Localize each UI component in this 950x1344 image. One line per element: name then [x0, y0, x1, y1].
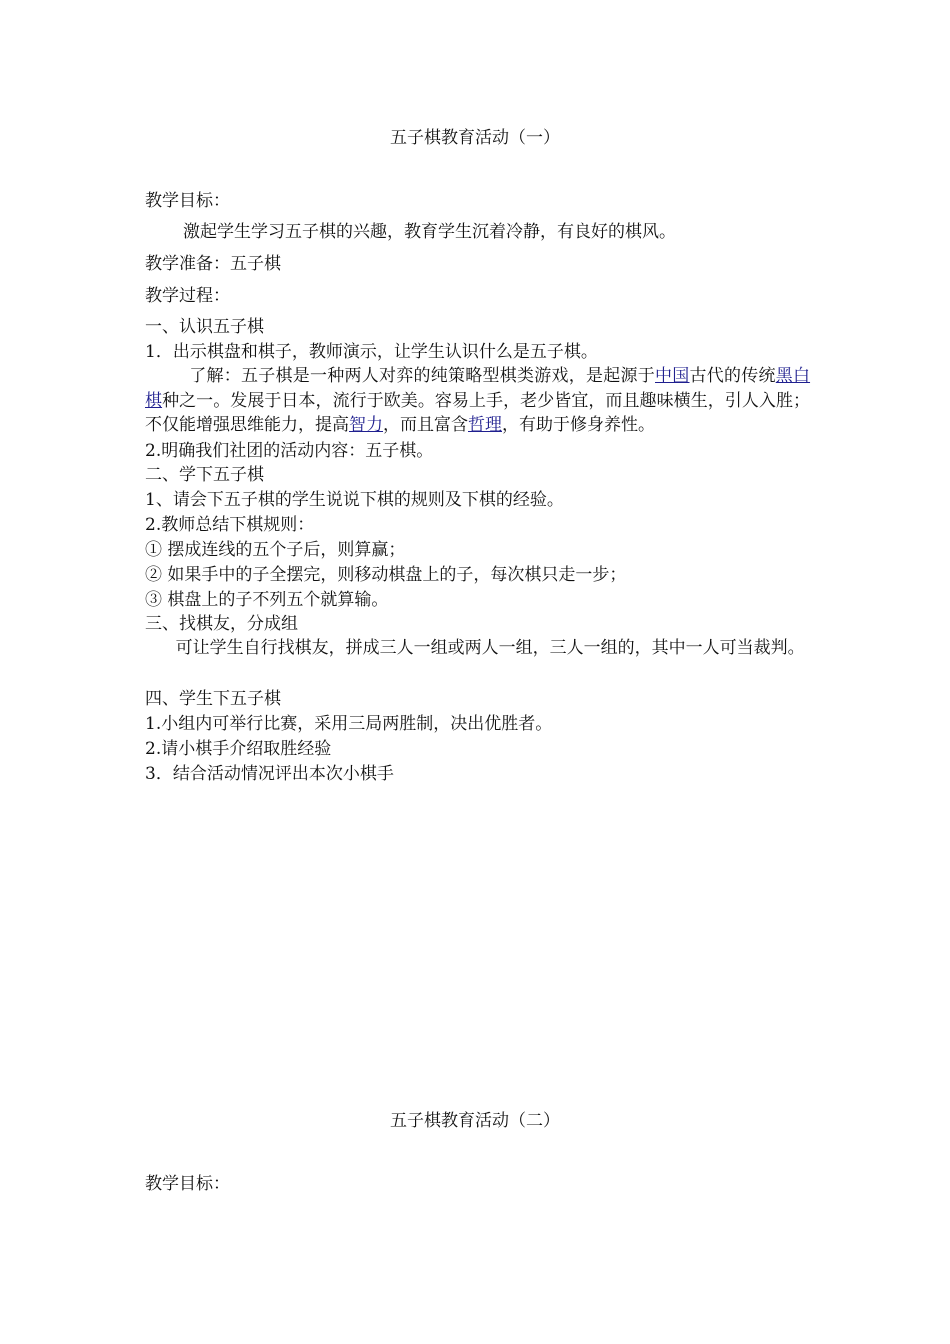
rule-2: ② 如果手中的子全摆完，则移动棋盘上的子，每次棋只走一步；: [145, 565, 627, 585]
section1-heading: 一、认识五子棋: [145, 317, 264, 337]
prep-text: 教学准备：五子棋: [145, 254, 281, 274]
intro-paragraph: [145, 364, 810, 438]
link-intelligence[interactable]: 智力: [349, 415, 383, 435]
rule-3: ③ 棋盘上的子不列五个就算输。: [145, 590, 389, 610]
goal-text: 激起学生学习五子棋的兴趣，教育学生沉着冷静，有良好的棋风。: [183, 222, 676, 242]
intro-text-part1: 了解：五子棋是一种两人对弈的纯策略型棋类游戏，是起源于: [189, 366, 655, 386]
section2-item1: 1、请会下五子棋的学生说说下棋的规则及下棋的经验。: [145, 490, 564, 510]
section4-item1: 1.小组内可举行比赛，采用三局两胜制，决出优胜者。: [145, 714, 553, 734]
section1-item1: 1．出示棋盘和棋子，教师演示，让学生认识什么是五子棋。: [145, 342, 598, 362]
link-china[interactable]: 中国: [655, 366, 690, 386]
link-philosophy[interactable]: 哲理: [468, 415, 502, 435]
section3-heading: 三、找棋友，分成组: [145, 614, 298, 634]
section2-heading: 二、学下五子棋: [145, 465, 264, 485]
activity2-goal-heading: 教学目标：: [145, 1174, 230, 1194]
intro-text-part4: ，而且富含: [383, 415, 468, 435]
goal-heading: 教学目标：: [145, 191, 230, 211]
activity2-title: 五子棋教育活动（二）: [390, 1111, 560, 1131]
section4-item2: 2.请小棋手介绍取胜经验: [145, 739, 332, 759]
section1-item2: 2.明确我们社团的活动内容：五子棋。: [145, 441, 434, 461]
activity1-title: 五子棋教育活动（一）: [390, 128, 560, 148]
intro-text-part2: 古代的传统: [689, 366, 776, 386]
process-heading: 教学过程：: [145, 286, 230, 306]
link-black-white-chess[interactable]: 黑白棋: [145, 366, 811, 411]
intro-text-part5: ，有助于修身养性。: [502, 415, 655, 435]
section4-heading: 四、学生下五子棋: [145, 689, 281, 709]
section3-text: 可让学生自行找棋友，拼成三人一组或两人一组，三人一组的，其中一人可当裁判。: [175, 638, 805, 658]
intro-text-part3: 种之一。发展于日本，流行于欧美。容易上手，老少皆宜，而且趣味横生，引人入胜；不仅能增强思维能力，提高: [145, 390, 811, 435]
section4-item3: 3．结合活动情况评出本次小棋手: [145, 764, 394, 784]
rule-1: ① 摆成连线的五个子后，则算赢；: [145, 540, 406, 560]
section2-item2: 2.教师总结下棋规则：: [145, 515, 315, 535]
